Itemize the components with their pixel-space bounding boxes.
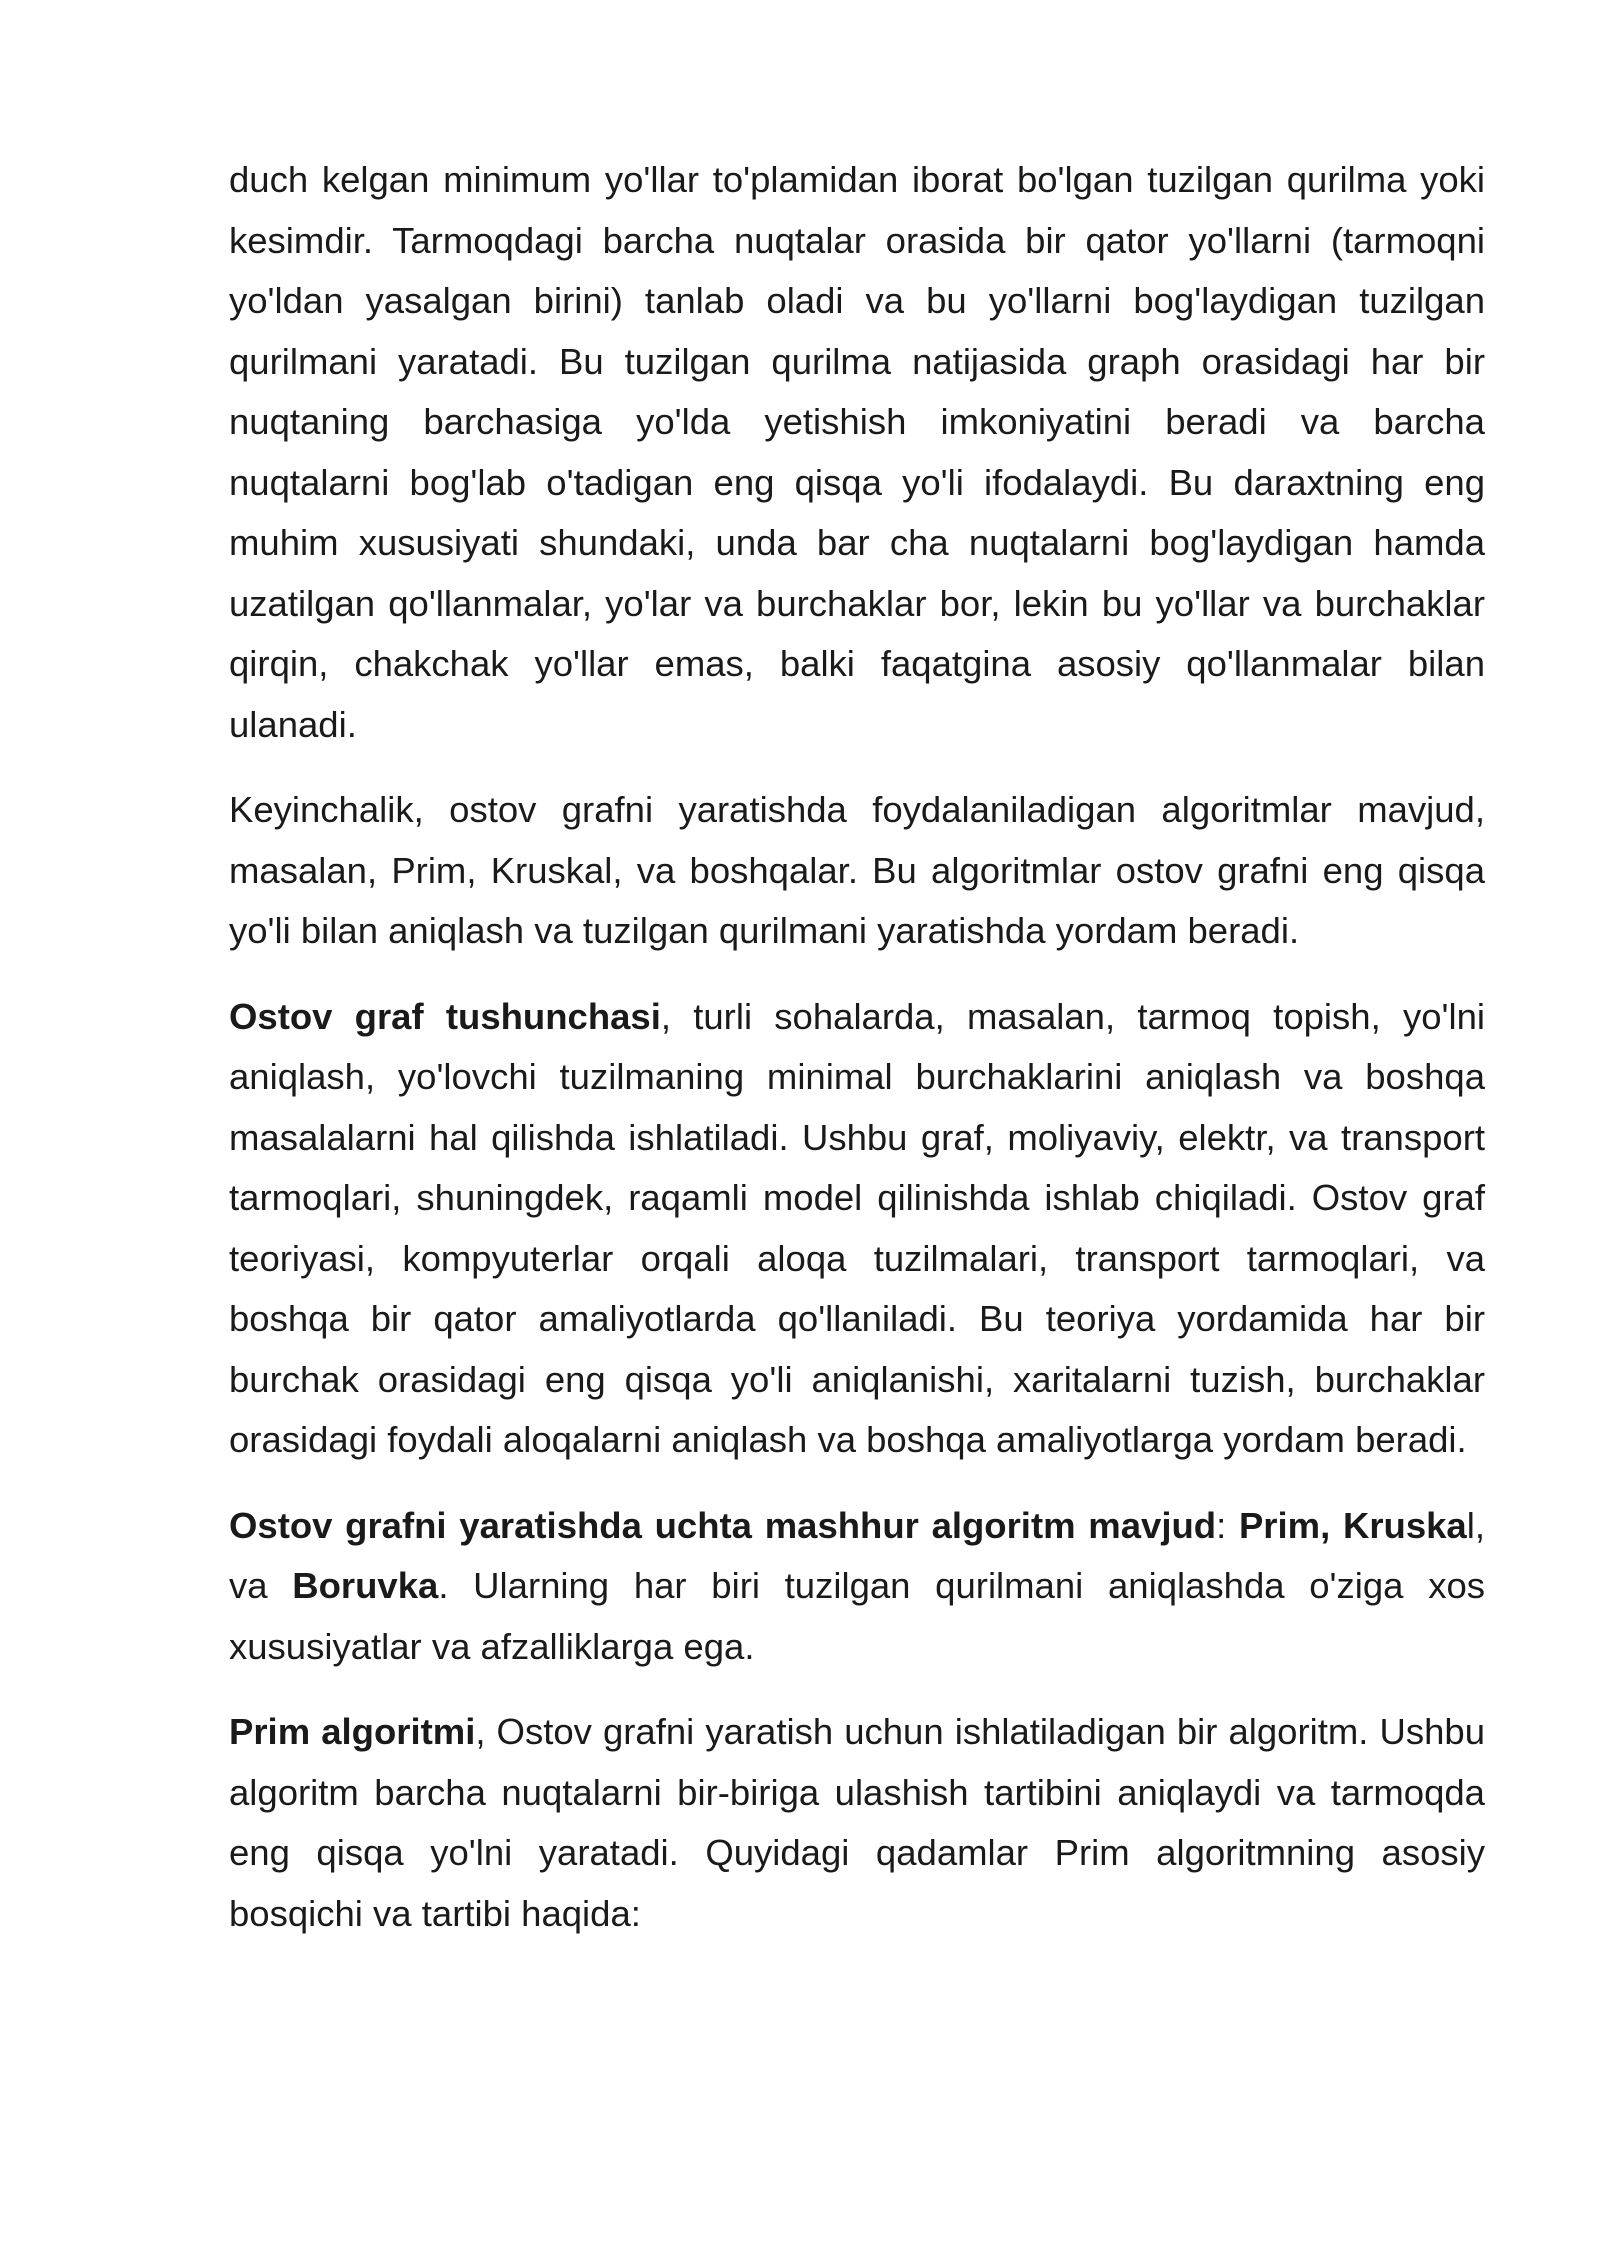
paragraph-4-text: . Ularning har biri tuzilgan qurilmani aniqlashda o'ziga xos xususiyatlar va afzalliklarga ega.: [229, 1565, 1485, 1667]
paragraph-1: [229, 150, 1485, 755]
document-page: [229, 150, 1485, 1969]
paragraph-2-text: Keyinchalik, ostov grafni yaratishda foydalaniladigan algoritmlar mavjud, masalan, Prim, Kruskal, va boshqalar. Bu algoritmlar ostov grafni eng qisqa yo'li bilan aniqlash va tuzilgan qurilmani yaratishda yordam beradi.: [229, 789, 1485, 951]
paragraph-4-algo-boruvka: Boruvka: [292, 1565, 439, 1606]
paragraph-4-heading: Ostov grafni yaratishda uchta mashhur algoritm mavjud: [229, 1504, 1217, 1546]
paragraph-1-text: duch kelgan minimum yo'llar to'plamidan iborat bo'lgan tuzilgan qurilma yoki kesimdir. Tarmoqdagi barcha nuqtalar orasida bir qator yo'llarni (tarmoqni yo'ldan yasalgan birini) tanlab oladi va bu yo'llarni bog'laydigan tuzilgan qurilmani yaratadi. Bu tuzilgan qurilma natijasida graph orasidagi har bir nuqtaning barchasiga yo'lda yetishish imkoniyatini beradi va barcha nuqtalarni bog'lab o'tadigan eng qisqa yo'li ifodalaydi. Bu daraxtning eng muhim xususiyati shundaki, unda bar cha nuqtalarni bog'laydigan hamda uzatilgan qo'llanmalar, yo'lar va burchaklar bor, lekin bu yo'llar va burchaklar qirqin, chakchak yo'llar emas, balki faqatgina asosiy qo'llanmalar bilan ulanadi.: [229, 159, 1485, 745]
paragraph-3-term: Ostov graf tushunchasi: [229, 995, 661, 1037]
paragraph-5: [229, 1702, 1485, 1944]
paragraph-2: [229, 780, 1485, 962]
paragraph-4-colon: :: [1216, 1504, 1239, 1546]
paragraph-3: [229, 987, 1485, 1471]
paragraph-5-text: , Ostov grafni yaratish uchun ishlatiladigan bir algoritm. Ushbu algoritm barcha nuqtalarni bir-biriga ulashish tartibini aniqlaydi va tarmoqda eng qisqa yo'lni yaratadi. Quyidagi qadamlar Prim algoritmning asosiy bosqichi va tartibi haqida:: [229, 1711, 1485, 1934]
paragraph-4-connector: l, va: [229, 1504, 1485, 1606]
paragraph-4-algo-prim-kruskal: Prim, Kruska: [1238, 1504, 1467, 1546]
paragraph-5-term: Prim algoritmi: [229, 1711, 476, 1752]
paragraph-4: [229, 1496, 1485, 1678]
paragraph-3-text: , turli sohalarda, masalan, tarmoq topish, yo'lni aniqlash, yo'lovchi tuzilmaning minimal burchaklarini aniqlash va boshqa masalalarni hal qilishda ishlatiladi. Ushbu graf, moliyaviy, elektr, va transport tarmoqlari, shuningdek, raqamli model qilinishda ishlab chiqiladi. Ostov graf teoriyasi, kompyuterlar orqali aloqa tuzilmalari, transport tarmoqlari, va boshqa bir qator amaliyotlarda qo'llaniladi. Bu teoriya yordamida har bir burchak orasidagi eng qisqa yo'li aniqlanishi, xaritalarni tuzish, burchaklar orasidagi foydali aloqalarni aniqlash va boshqa amaliyotlarga yordam beradi.: [229, 995, 1485, 1460]
